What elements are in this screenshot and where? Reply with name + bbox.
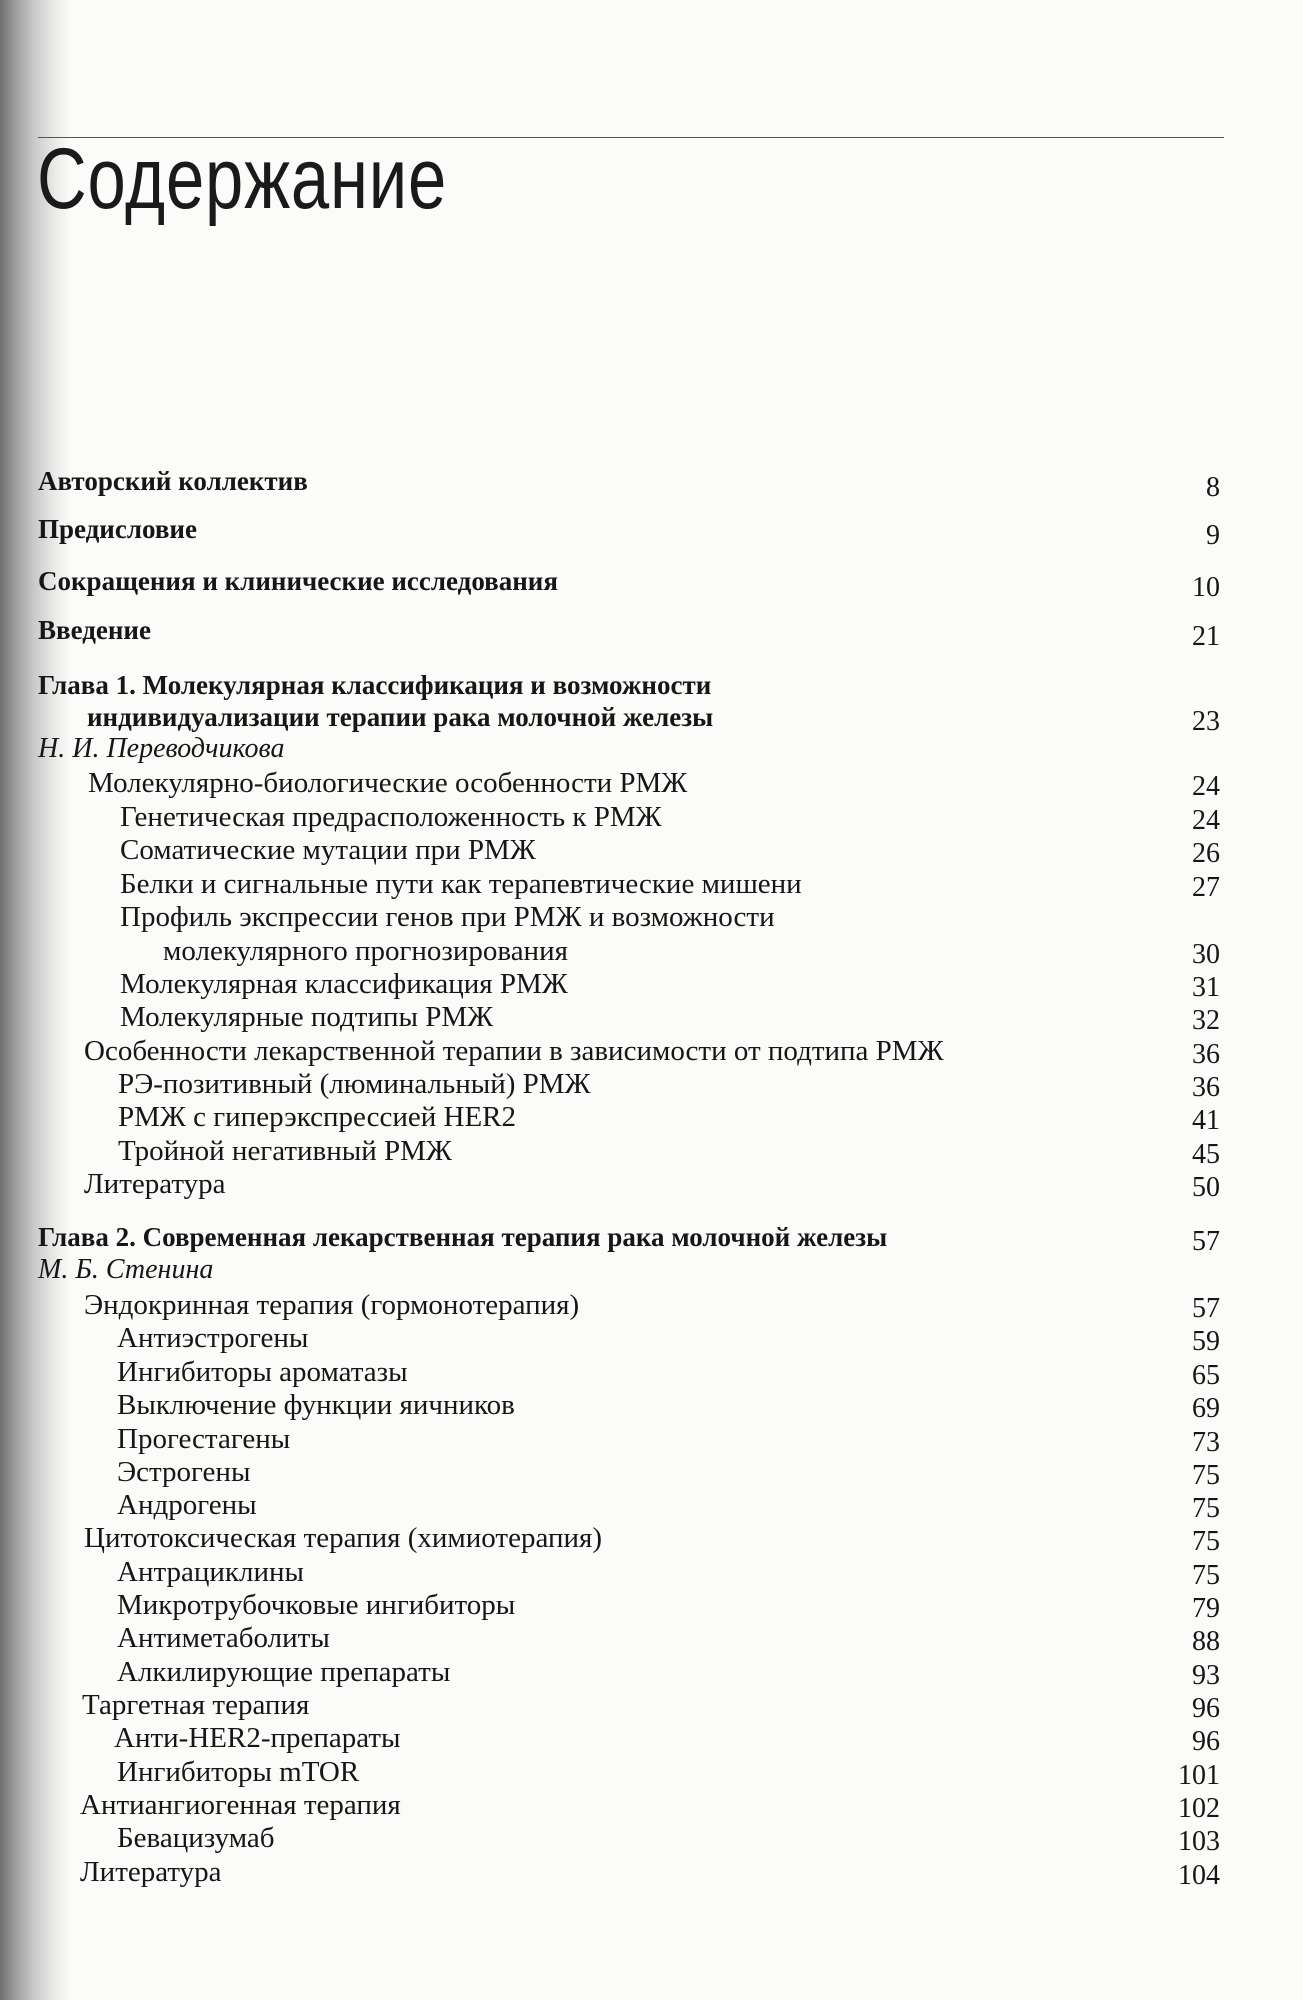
toc-entry-page: 93 <box>1192 1660 1220 1691</box>
toc-entry[interactable] <box>0 935 1303 969</box>
toc-entry-label: Особенности лекарственной терапии в зависимости от подтипа РМЖ <box>84 1035 944 1067</box>
toc-entry-label: Сокращения и клинические исследования <box>38 566 558 596</box>
page-title: Содержание <box>37 131 448 227</box>
toc-entry-page: 69 <box>1192 1393 1220 1424</box>
toc-entry-page: 8 <box>1206 472 1220 503</box>
toc-entry-label: Антиметаболиты <box>117 1622 330 1654</box>
toc-entry-label: Авторский коллектив <box>38 466 308 496</box>
toc-entry-page: 26 <box>1192 838 1220 869</box>
toc-entry[interactable] <box>0 1322 1303 1356</box>
chapter-title: Глава 2. Современная лекарственная терапия рака молочной железы <box>38 1222 888 1252</box>
chapter-2-author <box>0 1254 1303 1288</box>
toc-entry-page: 24 <box>1192 805 1220 836</box>
toc-entry-page: 27 <box>1192 872 1220 903</box>
toc-entry-page: 36 <box>1192 1039 1220 1070</box>
toc-entry[interactable] <box>0 1068 1303 1102</box>
toc-entry-page: 57 <box>1192 1293 1220 1324</box>
toc-entry-page: 88 <box>1192 1626 1220 1657</box>
toc-entry[interactable] <box>0 1822 1303 1856</box>
toc-entry[interactable] <box>0 1389 1303 1423</box>
toc-entry-label: Генетическая предрасположенность к РМЖ <box>120 801 662 833</box>
toc-entry-label: Молекулярно-биологические особенности РМЖ <box>88 767 688 799</box>
toc-entry-page: 96 <box>1192 1693 1220 1724</box>
toc-entry[interactable] <box>0 1722 1303 1756</box>
toc-entry-page: 75 <box>1192 1493 1220 1524</box>
toc-entry-abbreviations[interactable] <box>0 566 1303 603</box>
toc-entry-page: 45 <box>1192 1139 1220 1170</box>
toc-entry[interactable] <box>0 834 1303 868</box>
toc-entry-label: Антрациклины <box>117 1556 304 1588</box>
toc-entry[interactable] <box>0 1101 1303 1135</box>
toc-entry[interactable] <box>0 1522 1303 1556</box>
toc-entry-page: 65 <box>1192 1360 1220 1391</box>
toc-chapter-2[interactable] <box>0 1222 1303 1256</box>
toc-entry-label: Анти-HER2-препараты <box>114 1722 401 1754</box>
toc-entry-page: 75 <box>1192 1460 1220 1491</box>
toc-entry-label: Микротрубочковые ингибиторы <box>117 1589 516 1621</box>
toc-entry[interactable] <box>0 901 1303 935</box>
toc-entry-label: Андрогены <box>117 1489 257 1521</box>
toc-entry[interactable] <box>0 1689 1303 1723</box>
toc-entry-label: Молекулярные подтипы РМЖ <box>120 1001 494 1033</box>
toc-entry-label: Литература <box>80 1856 222 1888</box>
toc-entry-label: Тройной негативный РМЖ <box>118 1135 452 1167</box>
toc-entry[interactable] <box>0 1556 1303 1590</box>
toc-entry[interactable] <box>0 1289 1303 1323</box>
toc-entry-label: Выключение функции яичников <box>117 1389 515 1421</box>
author-name: М. Б. Стенина <box>38 1254 214 1285</box>
toc-entry-page: 31 <box>1192 972 1220 1003</box>
toc-entry-label: молекулярного прогнозирования <box>163 935 568 967</box>
toc-entry-page: 36 <box>1192 1072 1220 1103</box>
toc-entry-page: 57 <box>1192 1226 1220 1257</box>
toc-entry-label: Введение <box>38 615 151 645</box>
toc-entry-page: 103 <box>1178 1826 1220 1857</box>
toc-entry-label: Эстрогены <box>117 1456 251 1488</box>
toc-entry-introduction[interactable] <box>0 615 1303 652</box>
toc-entry-label: Бевацизумаб <box>117 1822 275 1854</box>
toc-entry-label: Ингибиторы ароматазы <box>117 1356 408 1388</box>
toc-entry-page: 50 <box>1192 1172 1220 1203</box>
toc-entry-label: РМЖ с гиперэкспрессией HER2 <box>118 1101 516 1133</box>
toc-entry-page: 9 <box>1206 520 1220 551</box>
chapter-title: индивидуализации терапии рака молочной железы <box>87 702 714 732</box>
toc-entry[interactable] <box>0 1168 1303 1202</box>
toc-entry-label: Предисловие <box>38 514 197 544</box>
toc-entry[interactable] <box>0 767 1303 801</box>
toc-entry-page: 10 <box>1192 572 1220 603</box>
toc-entry-label: Цитотоксическая терапия (химиотерапия) <box>84 1522 602 1554</box>
toc-entry[interactable] <box>0 1423 1303 1457</box>
toc-entry[interactable] <box>0 868 1303 902</box>
toc-entry-label: Эндокринная терапия (гормонотерапия) <box>84 1289 580 1321</box>
toc-entry[interactable] <box>0 1589 1303 1623</box>
toc-entry[interactable] <box>0 801 1303 835</box>
toc-entry[interactable] <box>0 968 1303 1002</box>
toc-entry-authors[interactable] <box>0 466 1303 503</box>
toc-entry[interactable] <box>0 1356 1303 1390</box>
toc-entry-page: 59 <box>1192 1326 1220 1357</box>
toc-entry-label: Таргетная терапия <box>82 1689 310 1721</box>
toc-entry-page: 101 <box>1178 1760 1220 1791</box>
toc-chapter-1-line2[interactable] <box>0 702 1303 736</box>
toc-entry-page: 75 <box>1192 1560 1220 1591</box>
toc-entry[interactable] <box>0 1856 1303 1890</box>
chapter-1-author <box>0 733 1303 767</box>
toc-entry-label: Алкилирующие препараты <box>117 1656 451 1688</box>
toc-entry[interactable] <box>0 1622 1303 1656</box>
toc-entry[interactable] <box>0 1456 1303 1490</box>
toc-entry-page: 79 <box>1192 1593 1220 1624</box>
toc-entry[interactable] <box>0 1135 1303 1169</box>
toc-entry[interactable] <box>0 1789 1303 1823</box>
toc-entry[interactable] <box>0 1756 1303 1790</box>
toc-entry-page: 30 <box>1192 939 1220 970</box>
toc-entry-page: 73 <box>1192 1427 1220 1458</box>
toc-entry-label: Антиэстрогены <box>117 1322 309 1354</box>
toc-entry-label: Ингибиторы mTOR <box>117 1756 360 1788</box>
toc-entry-page: 24 <box>1192 771 1220 802</box>
toc-entry-page: 104 <box>1178 1860 1220 1891</box>
toc-entry-label: Прогестагены <box>117 1423 291 1455</box>
toc-entry-page: 23 <box>1192 706 1220 737</box>
toc-entry-page: 75 <box>1192 1526 1220 1557</box>
toc-entry-label: Антиангиогенная терапия <box>80 1789 401 1821</box>
toc-entry-preface[interactable] <box>0 514 1303 551</box>
toc-entry[interactable] <box>0 1656 1303 1690</box>
toc-entry-label: Профиль экспрессии генов при РМЖ и возможности <box>120 901 775 933</box>
toc-entry[interactable] <box>0 1001 1303 1035</box>
toc-entry-page: 96 <box>1192 1726 1220 1757</box>
toc-entry-page: 102 <box>1178 1793 1220 1824</box>
toc-entry-page: 41 <box>1192 1105 1220 1136</box>
toc-entry-label: Белки и сигнальные пути как терапевтические мишени <box>120 868 802 900</box>
toc-chapter-1-line1[interactable] <box>0 670 1303 704</box>
toc-entry-page: 21 <box>1192 621 1220 652</box>
toc-entry-label: РЭ-позитивный (люминальный) РМЖ <box>118 1068 591 1100</box>
chapter-title: Глава 1. Молекулярная классификация и возможности <box>38 670 712 700</box>
toc-entry[interactable] <box>0 1489 1303 1523</box>
toc-entry[interactable] <box>0 1035 1303 1069</box>
toc-entry-page: 32 <box>1192 1005 1220 1036</box>
author-name: Н. И. Переводчикова <box>38 733 285 764</box>
toc-entry-label: Литература <box>84 1168 226 1200</box>
toc-entry-label: Соматические мутации при РМЖ <box>120 834 536 866</box>
toc-entry-label: Молекулярная классификация РМЖ <box>120 968 568 1000</box>
